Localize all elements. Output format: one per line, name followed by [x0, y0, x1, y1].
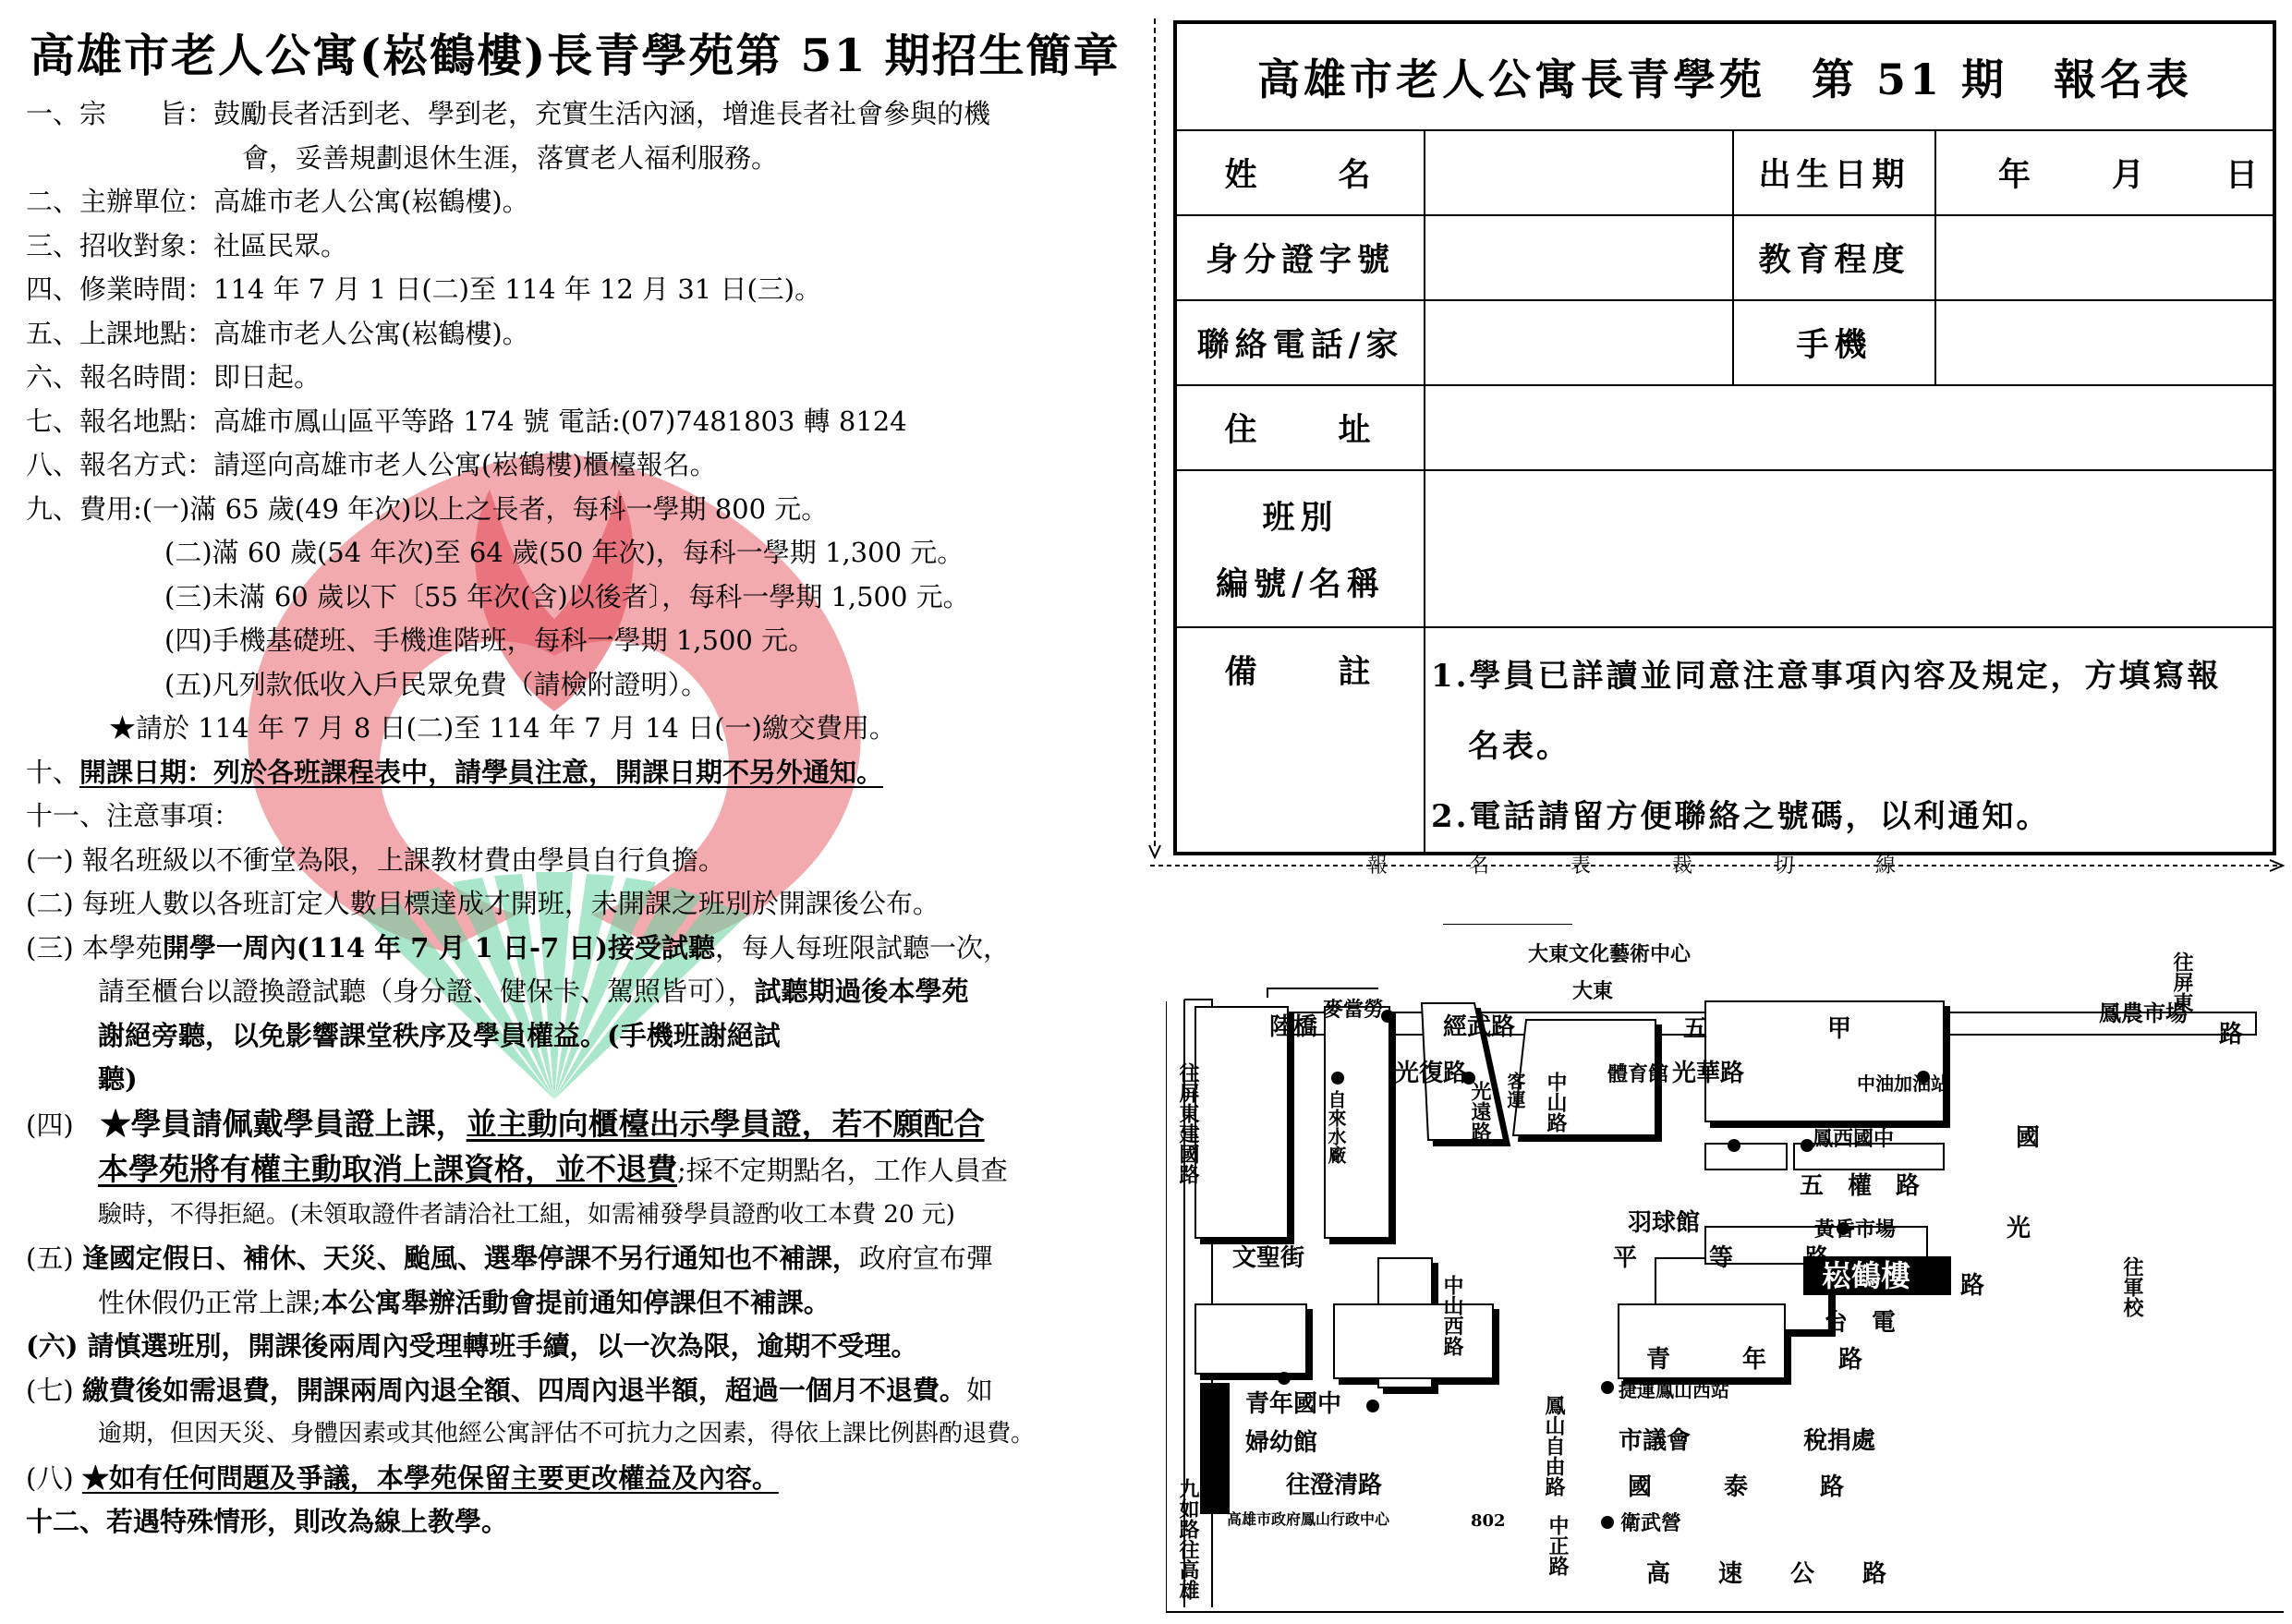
map-label-fuyou: 婦幼館 — [1245, 1429, 1318, 1457]
map-label-jiuru: 九如路往高雄 — [1176, 1478, 1200, 1600]
map-label-guotai: 國 泰 路 — [1628, 1473, 1845, 1501]
item-target: 三、招收對象：社區民眾。 — [26, 229, 348, 261]
item-notes-heading: 十一、注意事項： — [26, 800, 241, 831]
note-4-a: ★學員請佩戴學員證上課， — [100, 1105, 467, 1142]
note-8 — [26, 1457, 1134, 1501]
map-label-802: 802 — [1471, 1511, 1506, 1531]
map-label-highway: 高 速 公 路 — [1646, 1560, 1887, 1588]
location-map — [1166, 924, 2284, 1617]
item-start-date — [26, 751, 1134, 795]
map-label-fengnong: 鳳農市場 — [2099, 1000, 2188, 1026]
brochure-title: 高雄市老人公寓(崧鶴樓)長青學苑第 51 期招生簡章 — [30, 29, 1121, 82]
form-title: 高雄市老人公寓長青學苑 第 51 期 報名表 — [1176, 23, 2274, 130]
field-birth[interactable]: 年 月 日 — [1935, 130, 2274, 215]
item-signup-place: 七、報名地點：高雄市鳳山區平等路 174 號 電話:(07)7481803 轉 8124 — [26, 405, 907, 437]
note-3 — [26, 927, 1134, 971]
item-start-date-num: 十、 — [26, 756, 80, 788]
map-label-qingnian: 青 年 路 — [1646, 1346, 1863, 1374]
map-label-fengshan: 鳳山自由路 — [1542, 1395, 1566, 1497]
item-organizer: 二、主辦單位：高雄市老人公寓(崧鶴樓)。 — [26, 186, 529, 217]
map-label-guangfu: 光復路 — [1395, 1060, 1468, 1087]
field-phone[interactable] — [1425, 300, 1733, 385]
item-fee-1: 九、費用:(一)滿 65 歲(49 年次)以上之長者，每科一學期 800 元。 — [26, 492, 829, 525]
map-label-gov: 高雄市政府鳳山行政中心 — [1227, 1510, 1390, 1528]
map-label-kehyun: 客運 — [1504, 1072, 1526, 1109]
map-label-wuquan: 五 權 路 — [1800, 1172, 1921, 1200]
map-label-wuying: 衛武營 — [1620, 1511, 1682, 1535]
note-3-line4: 聽) — [98, 1063, 138, 1095]
map-label-dadong: 大東 — [1572, 979, 1614, 1003]
label-remark: 備 註 — [1176, 627, 1425, 853]
map-label-junschool: 往軍校 — [2120, 1256, 2144, 1317]
item-fee-4: (四)手機基礎班、手機進階班，每科一學期 1,500 元。 — [164, 624, 816, 656]
map-label-chengqing: 往澄清路 — [1286, 1472, 1383, 1499]
note-4-b: 並主動向櫃檯出示學員證，若不願配合 — [466, 1105, 985, 1142]
note-4-line2 — [26, 1147, 1134, 1194]
map-label-cpc: 中油加油站 — [1857, 1073, 1949, 1095]
note-8-num: (八) — [26, 1461, 82, 1494]
map-label-guang: 光 — [2007, 1215, 2031, 1242]
registration-form — [1173, 20, 2276, 855]
vertical-divider — [1146, 18, 1164, 859]
label-name: 姓 名 — [1176, 130, 1425, 215]
label-birth: 出生日期 — [1733, 130, 1935, 215]
item-fee-payment: ★請於 114 年 7 月 8 日(二)至 114 年 7 月 14 日(一)繳交費用。 — [109, 712, 896, 744]
map-label-zhongshanxi: 中山西路 — [1440, 1275, 1464, 1356]
map-label-water: 自來水廠 — [1325, 1090, 1347, 1164]
note-5-num: (五) — [26, 1242, 82, 1274]
map-label-fengxi: 鳳西國中 — [1813, 1127, 1895, 1151]
field-address[interactable] — [1425, 385, 2274, 470]
note-3-line3: 謝絕旁聽，以免影響課堂秩序及學員權益。(手機班謝絕試 — [98, 1019, 781, 1051]
map-label-zhongzheng: 中正路 — [1546, 1515, 1570, 1576]
label-id: 身分證字號 — [1176, 215, 1425, 300]
map-label-road1: 路 — [2219, 1021, 2244, 1048]
map-label-pingdeng: 平 等 路 — [1613, 1244, 1830, 1272]
item-purpose: 一、宗 旨：鼓勵長者活到老、學到老，充實生活內涵，增進長者社會參與的機 — [26, 98, 991, 129]
note-8-text: ★如有任何問題及爭議，本學苑保留主要更改權益及內容。 — [81, 1461, 779, 1494]
map-label-jingwu: 經武路 — [1443, 1013, 1516, 1041]
item-fee-2: (二)滿 60 歲(54 年次)至 64 歲(50 年次)，每科一學期 1,300 元。 — [164, 537, 964, 568]
label-address: 住 址 — [1176, 385, 1425, 470]
note-3-d: 請至櫃台以證換證試聽（身分證、健保卡、駕照皆可）， — [98, 976, 755, 1007]
map-label-gym: 體育館 — [1607, 1062, 1669, 1086]
label-phone: 聯絡電話/家 — [1176, 300, 1425, 385]
note-7-num: (七) — [26, 1374, 82, 1406]
note-6: (六) 請慎選班別，開課後兩周內受理轉班手續，以一次為限，逾期不受理。 — [26, 1330, 918, 1362]
label-class — [1176, 470, 1425, 627]
map-label-songhe: 崧鶴樓 — [1822, 1258, 1911, 1293]
map-label-tax: 稅捐處 — [1803, 1427, 1876, 1455]
note-5-b: 政府宣布彈 — [858, 1242, 993, 1274]
item-fee-3: (三)未滿 60 歲以下〔55 年次(含)以後者〕，每科一學期 1,500 元。 — [164, 580, 970, 612]
map-label-wensheng: 文聖街 — [1232, 1244, 1305, 1272]
note-4-line3: 驗時，不得拒絕。(未領取證件者請洽社工組，如需補發學員證酌收工本費 20 元) — [98, 1200, 955, 1229]
note-3-c: ，每人每班限試聽一次， — [715, 931, 1011, 963]
item-signup-time: 六、報名時間：即日起。 — [26, 361, 321, 393]
note-7-a: 繳費後如需退費，開課兩周內退全額、四周內退半額，超過一個月不退費。 — [81, 1374, 966, 1406]
note-5-a: 逢國定假日、補休、天災、颱風、選舉停課不另行通知也不補課， — [81, 1242, 859, 1274]
note-7-b: 如 — [965, 1374, 993, 1406]
label-education: 教育程度 — [1733, 215, 1935, 300]
map-label-taipower: 台 電 — [1824, 1309, 1897, 1337]
map-label-guo: 國 — [2016, 1124, 2041, 1152]
map-label-dadong-center: 大東文化藝術中心 — [1528, 942, 1692, 966]
note-4-num: (四) — [26, 1109, 101, 1141]
item-start-date-text: 開課日期：列於各班課程表中，請學員注意，開課日期不另外通知。 — [79, 756, 884, 788]
remark-1: 1.學員已詳讀並同意注意事項內容及規定，方填寫報 — [1431, 658, 2222, 695]
item-fee-5: (五)凡列款低收入戶民眾免費（請檢附證明）。 — [164, 668, 709, 700]
label-class-1: 班別 — [1262, 499, 1339, 537]
map-label-lunqiao: 陸橋 — [1269, 1013, 1318, 1041]
note-4 — [26, 1102, 1134, 1148]
item-online: 十二、若遇特殊情形，則改為線上教學。 — [26, 1506, 509, 1537]
remark-content — [1425, 627, 2274, 853]
remark-1b: 名表。 — [1468, 728, 1570, 765]
note-5-d: 本公寓舉辦活動會提前通知停課但不補課。 — [321, 1286, 831, 1318]
remark-2: 2.電話請留方便聯絡之號碼，以利通知。 — [1431, 798, 2051, 835]
note-3-b: 開學一周內(114 年 7 月 1 日-7 日)接受試聽 — [162, 931, 715, 963]
map-label-mcd: 麥當勞 — [1323, 998, 1385, 1022]
map-label-guanghua: 光華路 — [1672, 1060, 1745, 1087]
item-purpose-cont: 會，妥善規劃退休生涯，落實老人福利服務。 — [242, 141, 779, 174]
cut-line-label: 報 名 表 裁 切 線 — [1367, 854, 1897, 878]
field-mobile[interactable] — [1935, 300, 2274, 385]
map-label-mrt: 捷運鳳山西站 — [1619, 1379, 1729, 1401]
field-id[interactable] — [1425, 215, 1733, 300]
note-5 — [26, 1237, 1134, 1281]
label-class-2: 編號/名稱 — [1216, 565, 1385, 603]
note-4-c: 本學苑將有權主動取消上課資格，並不退費 — [98, 1151, 677, 1187]
note-3-e: 試聽期過後本學苑 — [754, 976, 969, 1007]
field-name[interactable] — [1425, 130, 1733, 215]
item-period: 四、修業時間：114 年 7 月 1 日(二)至 114 年 12 月 31 日(三)。 — [26, 273, 822, 305]
item-location: 五、上課地點：高雄市老人公寓(崧鶴樓)。 — [26, 317, 529, 349]
note-5-c: 性休假仍正常上課; — [98, 1286, 321, 1318]
map-label-zhongshan: 中山路 — [1544, 1072, 1568, 1133]
map-label-pingdong2: 往屏東建國路 — [1176, 1062, 1200, 1184]
note-3-a: (三) 本學苑 — [26, 931, 163, 963]
note-2: (二) 每班人數以各班訂定人數目標達成才開班，未開課之班別於開課後公布。 — [26, 888, 940, 919]
note-3-line2 — [26, 970, 1134, 1014]
note-7 — [26, 1369, 1134, 1413]
note-1: (一) 報名班級以不衝堂為限，上課教材費由學員自行負擔。 — [26, 843, 725, 876]
map-label-badminton: 羽球館 — [1628, 1209, 1701, 1237]
map-label-guangyuan: 光遠路 — [1468, 1081, 1492, 1142]
note-5-line2 — [26, 1281, 1134, 1326]
field-education[interactable] — [1935, 215, 2274, 300]
field-class[interactable] — [1425, 470, 2274, 627]
map-label-council: 市議會 — [1619, 1427, 1692, 1455]
map-label-lu2: 路 — [1960, 1272, 1985, 1300]
map-label-huanghun: 黃昏市場 — [1814, 1218, 1897, 1242]
note-7-line2: 逾期，但因天災、身體因素或其他經公寓評估不可抗力之因素，得依上課比例斟酌退費。 — [98, 1420, 1036, 1448]
note-4-d: ;採不定期點名，工作人員查 — [677, 1155, 1008, 1186]
item-signup-method: 八、報名方式：請逕向高雄市老人公寓(崧鶴樓)櫃檯報名。 — [26, 449, 717, 480]
brochure — [26, 20, 1134, 1545]
label-mobile: 手機 — [1733, 300, 1935, 385]
map-label-pingdong1: 往屏東 — [2170, 951, 2194, 1012]
map-label-youth-jh: 青年國中 — [1245, 1390, 1342, 1418]
map-label-wujia: 五 甲 — [1683, 1015, 1852, 1043]
